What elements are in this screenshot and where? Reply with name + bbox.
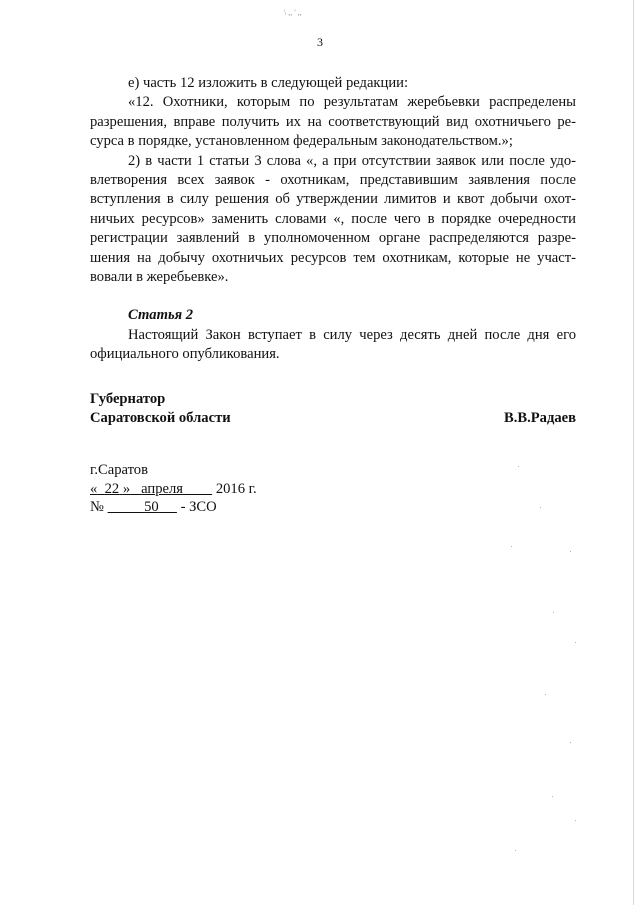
date-open-quote: « <box>90 480 98 497</box>
date-month: апреля <box>141 480 183 497</box>
number-underline-before <box>108 499 144 515</box>
signatory-name: В.В.Радаев <box>503 410 576 426</box>
number-sign: № <box>90 499 104 515</box>
document-footer <box>90 461 257 517</box>
document-number: 50 <box>144 499 159 515</box>
scan-speck <box>552 796 553 797</box>
article-2-heading: Статья 2 <box>128 307 194 324</box>
scan-speck <box>545 694 546 695</box>
date-month-underline-after <box>183 481 212 497</box>
scan-speck <box>575 820 576 821</box>
paragraph-quote-12: «12. Охотники, которым по результатам жеребьевки распределены разрешения, вправе получить их на соответствующий вид охотничьего ресурса в порядке, установленном федеральным законодательством.»; <box>90 94 576 150</box>
scan-speck <box>570 551 571 552</box>
article-2-text: Настоящий Закон вступает в силу через десять дней после дня его официального опубликования. <box>90 326 576 363</box>
date-month-underline-before <box>130 481 141 497</box>
document-body <box>90 74 576 365</box>
scan-speck <box>570 742 571 743</box>
scan-speck <box>518 466 519 467</box>
paragraph-item-2: 2) в части 1 статьи 3 слова «, а при отсутствии заявок или после удовлетворения всех заявок - охотникам, представившим заявления после вступления в силу решения об утверждении лимитов и квот добычи охотничьих ресурсов» заменить словами «, после чего в порядке очередности регистрации заявлений в уполномоченном органе распределяются разрешения на добычу охотничьих ресурсов тем охотникам, которые не участвовали в жеребьевке». <box>90 152 576 286</box>
paragraph-item-e: е) часть 12 изложить в следующей редакции: <box>128 75 409 91</box>
signature-title-line1: Губернатор <box>90 391 166 407</box>
date-day-underline <box>97 481 104 497</box>
scan-speck <box>515 850 516 851</box>
scan-speck <box>553 612 554 613</box>
date-year: 2016 г. <box>215 480 257 497</box>
date-day: 22 <box>104 480 120 497</box>
date-close-quote: » <box>122 480 131 497</box>
page-number: 3 <box>317 35 323 49</box>
scan-speck <box>540 507 541 508</box>
number-underline-after <box>159 499 177 515</box>
scan-speck <box>575 642 576 643</box>
footer-date-line <box>90 480 257 499</box>
footer-number-line <box>90 498 257 517</box>
scan-mark: \ ,, ' ,, <box>284 8 302 17</box>
footer-city: г.Саратов <box>90 462 148 478</box>
number-suffix: - ЗСО <box>180 499 217 515</box>
scan-edge-line <box>633 0 634 905</box>
signature-block <box>90 390 576 428</box>
signature-title-line2: Саратовской области <box>90 410 231 426</box>
scan-speck <box>511 546 512 547</box>
